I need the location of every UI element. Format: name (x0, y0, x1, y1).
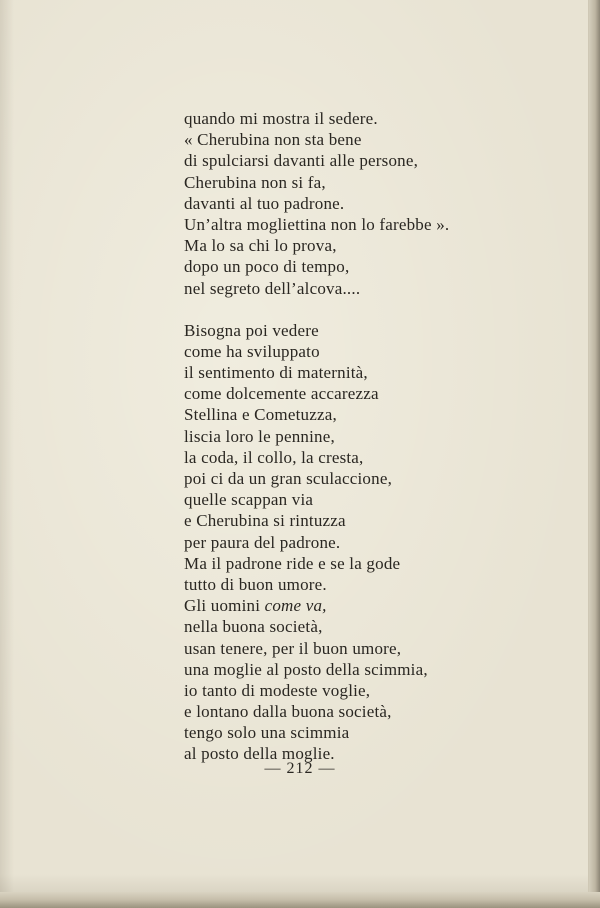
poem-line: Ma il padrone ride e se la gode (184, 553, 401, 573)
poem-line: e Cherubina si rintuzza (184, 511, 346, 531)
poem-line: poi ci da un gran sculaccione, (184, 469, 393, 488)
poem-line: al posto della moglie. (184, 744, 335, 764)
poem-line: davanti al tuo padrone. (184, 193, 345, 213)
poem-line: una moglie al posto della scimmia, (184, 659, 428, 679)
poem-line: Un’altra mogliettina non lo farebbe ». (184, 214, 450, 234)
poem-line: Cherubina non si fa, (184, 172, 326, 192)
poem-line: « Cherubina non sta bene (184, 130, 362, 150)
poem-line: il sentimento di maternità, (184, 363, 368, 383)
poem-line: Ma lo sa chi lo prova, (184, 236, 337, 256)
poem-line: di spulciarsi davanti alle persone, (184, 151, 419, 171)
poem-line: dopo un poco di tempo, (184, 257, 350, 277)
poem-line: liscia loro le pennine, (184, 426, 335, 446)
poem-line: quelle scappan via (184, 490, 314, 510)
poem-line: la coda, il collo, la cresta, (184, 447, 364, 467)
poem-line: come dolcemente accarezza (184, 384, 379, 404)
poem-line: nella buona società, (184, 617, 323, 637)
poem-line: usan tenere, per il buon umore, (184, 638, 402, 658)
stanza-2-part-b (184, 616, 484, 764)
poem-text (184, 108, 484, 765)
stanza-2-part-a (184, 320, 484, 595)
stanza-1 (184, 108, 484, 299)
poem-line: quando mi mostra il sedere. (184, 109, 378, 128)
page-edge-bottom (0, 892, 600, 908)
italic-line-prefix: Gli uomini (184, 596, 265, 616)
poem-line-italic (184, 595, 484, 616)
poem-line: nel segreto dell’alcova.... (184, 278, 361, 298)
italic-phrase: come va, (264, 596, 327, 616)
poem-line: e lontano dalla buona società, (184, 702, 392, 722)
page-number: — 212 — (264, 760, 336, 777)
poem-line: per paura del padrone. (184, 532, 341, 552)
poem-line: Bisogna poi vedere (184, 320, 319, 340)
stanza-gap (184, 299, 484, 320)
poem-line: come ha sviluppato (184, 341, 320, 361)
poem-line: tengo solo una scimmia (184, 723, 350, 743)
poem-line: Stellina e Cometuzza, (184, 405, 337, 425)
poem-line: io tanto di modeste voglie, (184, 680, 371, 700)
poem-line: tutto di buon umore. (184, 574, 327, 594)
